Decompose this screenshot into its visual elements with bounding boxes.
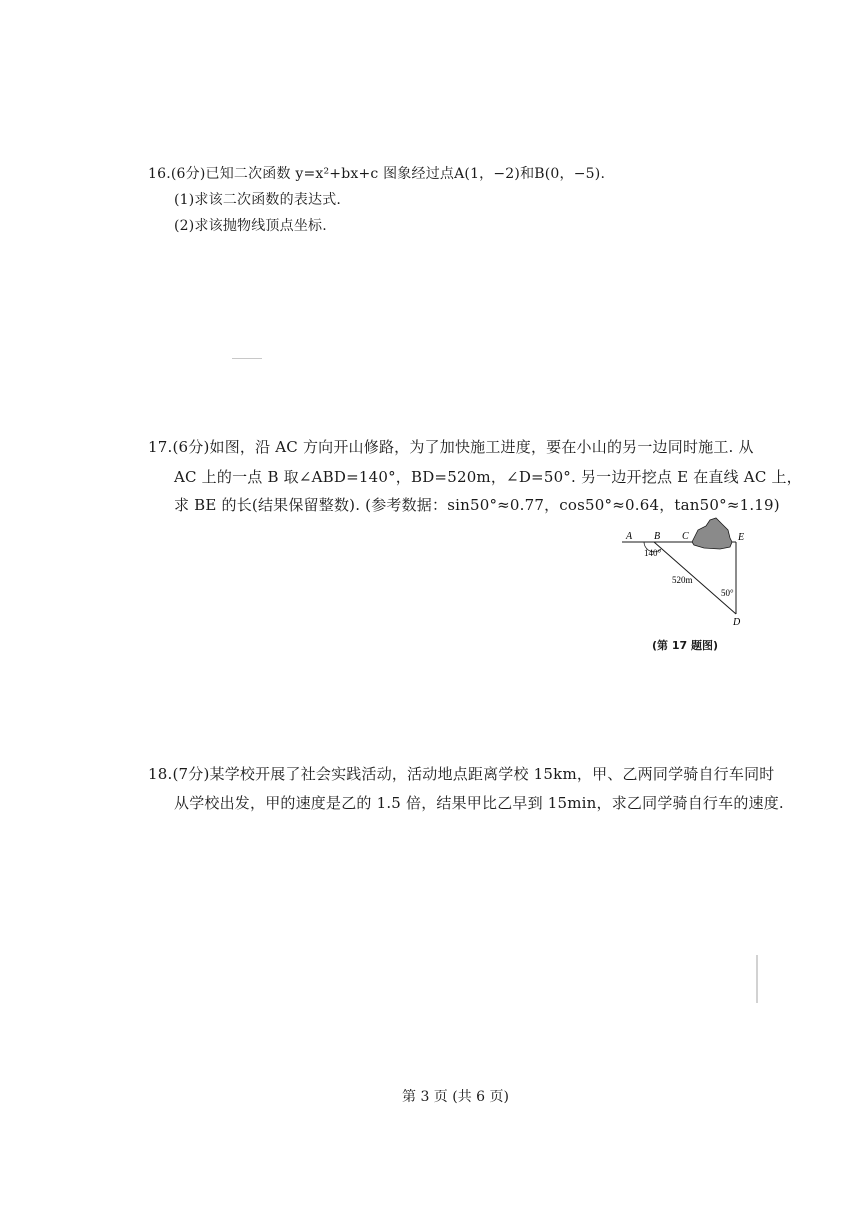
scan-edge-line (756, 955, 758, 1003)
q17-figure-caption: (第 17 题图) (652, 639, 719, 652)
q17-stem-line2: AC 上的一点 B 取∠ABD=140°，BD=520m，∠D=50°. 另一边开挖点 E 在直线 AC 上， (174, 468, 802, 486)
q16-part1: (1)求该二次函数的表达式. (174, 192, 342, 208)
label-c: C (682, 531, 689, 542)
q17-stem-line1: 17.(6分)如图，沿 AC 方向开山修路，为了加快施工进度，要在小山的另一边同时施工. 从 (148, 438, 754, 456)
q17-figure (620, 514, 750, 632)
label-e: E (738, 532, 745, 543)
q16-stem: 16.(6分)已知二次函数 y=x²+bx+c 图象经过点A(1，−2)和B(0，−5). (148, 166, 606, 182)
q18-stem-line2: 从学校出发，甲的速度是乙的 1.5 倍，结果甲比乙早到 15min，求乙同学骑自行车的速度. (174, 794, 784, 812)
label-angle-d: 50° (721, 588, 734, 598)
q18-stem-line1: 18.(7分)某学校开展了社会实践活动，活动地点距离学校 15km，甲、乙两同学骑自行车同时 (148, 765, 775, 783)
scan-smudge (232, 358, 262, 359)
label-length-bd: 520m (672, 575, 693, 585)
page-number: 第 3 页 (共 6 页) (402, 1089, 509, 1105)
q17-stem-line3: 求 BE 的长(结果保留整数). (参考数据：sin50°≈0.77，cos50°≈0.64，tan50°≈1.19) (174, 496, 780, 514)
label-a: A (626, 531, 633, 542)
label-d: D (733, 617, 741, 628)
line-bd (654, 542, 736, 614)
label-angle-b: 140° (644, 548, 662, 558)
label-b: B (654, 531, 661, 542)
q16-part2: (2)求该抛物线顶点坐标. (174, 218, 327, 234)
mountain-shape (692, 518, 732, 549)
